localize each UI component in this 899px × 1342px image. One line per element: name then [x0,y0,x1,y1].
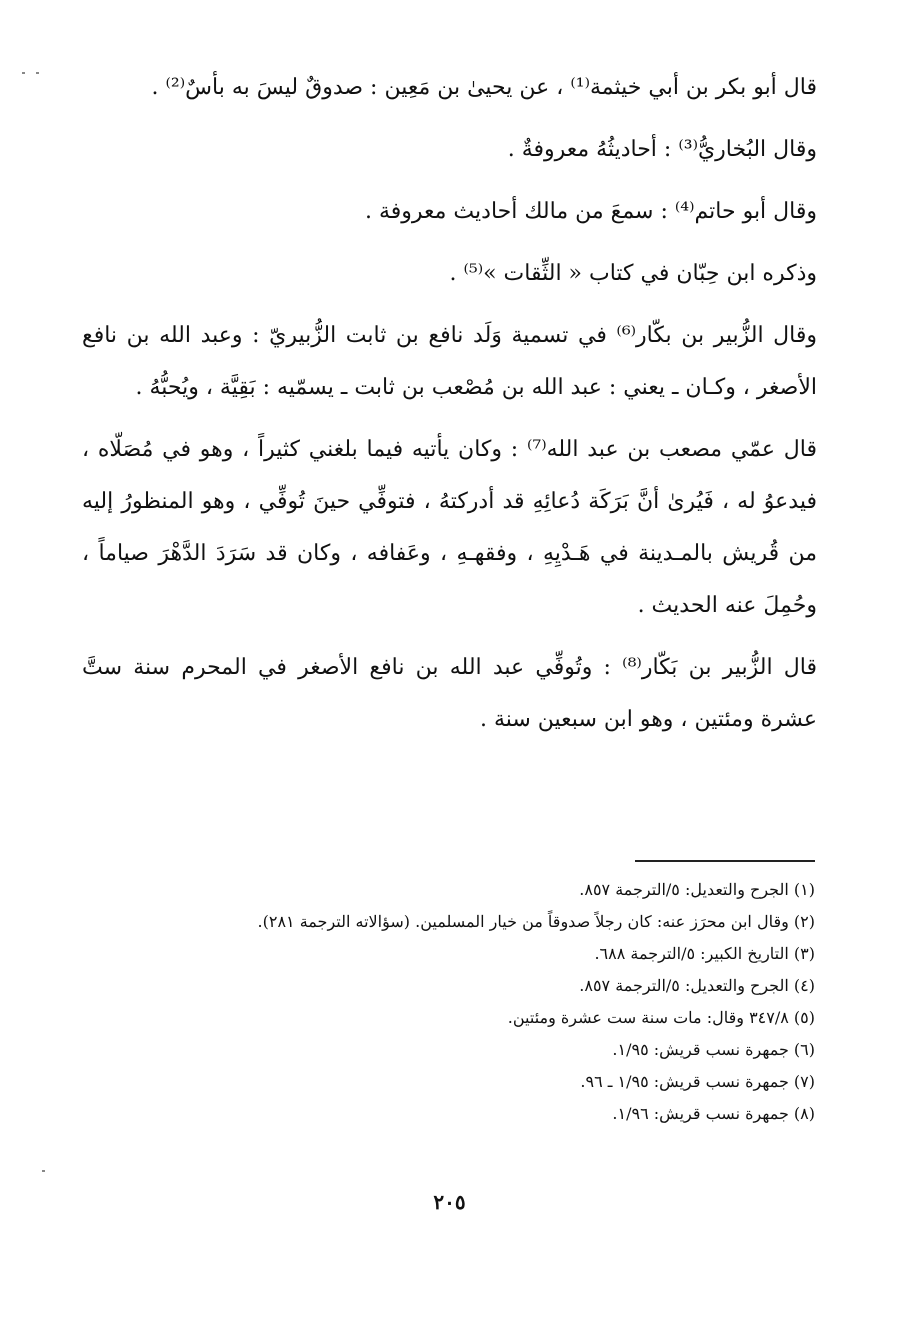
scan-speck [22,72,25,74]
footnotes [55,874,815,1130]
paragraph: وقال البُخاريُّ⁽³⁾ : أحاديثُهُ معروفةٌ . [507,137,817,162]
footnote: (٥) ٣٤٧/٨ وقال: مات سنة ست عشرة ومئتين. [507,1008,815,1027]
main-text [82,62,817,756]
paragraph: قال أبو بكر بن أبي خيثمة⁽¹⁾ ، عن يحيىٰ بن مَعِين : صدوقٌ ليسَ به بأسٌ⁽²⁾ . [151,75,817,100]
footnote: (٧) جمهرة نسب قريش: ١/٩٥ ـ ٩٦. [580,1072,815,1091]
footnote: (٣) التاريخ الكبير: ٥/الترجمة ٦٨٨. [594,944,815,963]
footnote: (٦) جمهرة نسب قريش: ١/٩٥. [612,1040,815,1059]
scan-speck [36,72,39,74]
footnote-divider [635,860,815,862]
footnote: (٤) الجرح والتعديل: ٥/الترجمة ٨٥٧. [579,976,815,995]
footnote: (٨) جمهرة نسب قريش: ١/٩٦. [612,1104,815,1123]
scan-speck [42,1170,45,1172]
paragraph: قال الزُّبير بن بَكّار⁽⁸⁾ : وتُوفِّي عبد الله بن نافع الأصغر في المحرم سنة ستَّ عشرة ومئتين ، وهو ابن سبعين سنة . [82,655,817,732]
paragraph: وقال الزُّبير بن بكّار⁽⁶⁾ في تسمية وَلَد نافع بن ثابت الزُّبيريّ : وعبد الله بن نافع الأصغر ، وكـان ـ يعني : عبد الله بن مُصْعب بن ثابت ـ يسمّيه : بَقِيَّة ، ويُحبُّهُ . [82,323,817,400]
paragraph: وذكره ابن حِبّان في كتاب « الثِّقات »⁽⁵⁾ . [449,261,817,286]
paragraph: قال عمّي مصعب بن عبد الله⁽⁷⁾ : وكان يأتيه فيما بلغني كثيراً ، وهو في مُصَلّاه ، فيدعوُ له ، فَيُرىٰ أنَّ بَرَكَة دُعائِهِ قد أدركتهُ ، فتوفِّي حينَ تُوفِّي ، وهو المنظورُ إليه من قُريش بالمـدينة في هَـدْيِهِ ، وفقهـهِ ، وعَفافه ، وكان قد سَرَدَ الدَّهْرَ صياماً ، وحُمِلَ عنه الحديث . [82,437,817,618]
footnote: (١) الجرح والتعديل: ٥/الترجمة ٨٥٧. [579,880,815,899]
page-number: ٢٠٥ [433,1190,466,1214]
footnote: (٢) وقال ابن محرَز عنه: كان رجلاً صدوقاً من خيار المسلمين. (سؤالاته الترجمة ٢٨١). [257,912,815,931]
paragraph: وقال أبو حاتم⁽⁴⁾ : سمعَ من مالك أحاديث معروفة . [364,199,817,224]
